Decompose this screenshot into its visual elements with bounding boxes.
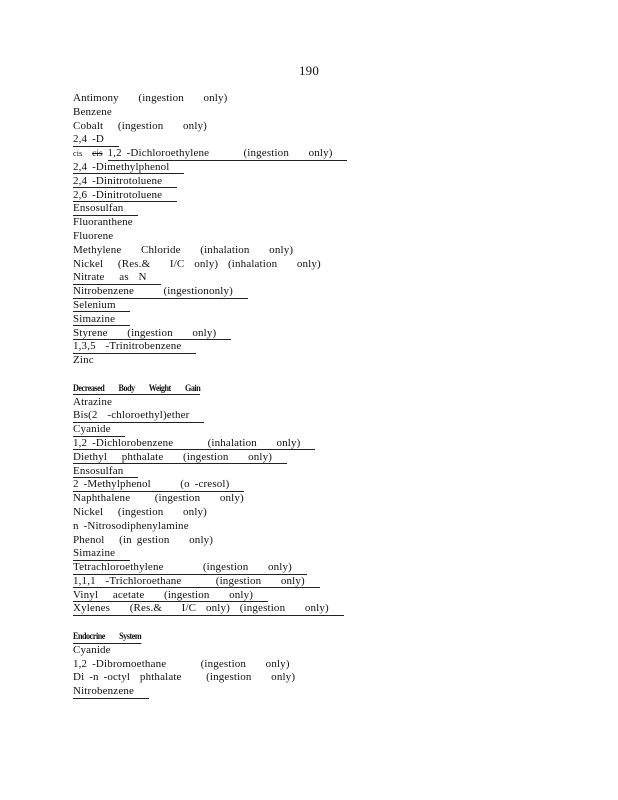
item-text: 1,2 -Dibromoethane (ingestion only): [73, 657, 290, 670]
chemical-list-item: [73, 313, 553, 327]
section-heading: [73, 382, 553, 396]
item-text: Methylene Chloride (inhalation only): [73, 243, 294, 256]
item-text: Fluorene: [73, 229, 114, 242]
item-text: Nitrate as N: [73, 271, 162, 284]
chemical-list-item: [73, 202, 553, 216]
item-text: Simazine: [73, 547, 130, 560]
chemical-list-item: [73, 658, 553, 672]
item-text: Cyanide: [73, 643, 111, 656]
chemical-list-item: [73, 147, 553, 161]
item-text: Benzene: [73, 105, 112, 118]
chemical-list-item: [73, 492, 553, 506]
item-text: Ensosulfan: [73, 464, 139, 477]
chemical-list-item: [73, 575, 553, 589]
item-text: 2,4 -D: [73, 133, 119, 146]
item-text: 1,3,5 -Trinitrobenzene: [73, 340, 197, 353]
chemical-list-item: [73, 175, 553, 189]
item-prefix: cis: [73, 149, 83, 159]
item-text: Diethyl phthalate (ingestion only): [73, 450, 287, 463]
chemical-list-item: [73, 547, 553, 561]
chemical-list-item: [73, 327, 553, 341]
item-text: Styrene (ingestion only): [73, 326, 232, 339]
chemical-list-item: [73, 230, 553, 244]
item-text: Phenol (in gestion only): [73, 533, 214, 546]
item-text: Cyanide: [73, 423, 126, 436]
chemical-list-item: [73, 340, 553, 354]
item-text: Di -n -octyl phthalate (ingestion only): [73, 671, 296, 684]
chemical-list-item: [73, 133, 553, 147]
item-text: 1,1,1 -Trichloroethane (ingestion only): [73, 574, 320, 587]
chemical-list-item: [73, 644, 553, 658]
chemical-list-item: [73, 299, 553, 313]
chemical-list-item: [73, 120, 553, 134]
item-text: 2,4 -Dimethylphenol: [73, 160, 185, 173]
item-text: Naphthalene (ingestion only): [73, 492, 244, 505]
page-number: 190: [298, 63, 320, 78]
chemical-list-item: [73, 534, 553, 548]
item-text: 2,4 -Dinitrotoluene: [73, 174, 177, 187]
item-text: Simazine: [73, 312, 130, 325]
item-text: Xylenes (Res.& I/C only) (ingestion only): [73, 602, 344, 615]
chemical-list-item: [73, 561, 553, 575]
chemical-list-item: [73, 354, 553, 368]
item-text: Nickel (ingestion only): [73, 505, 207, 518]
item-text: Selenium: [73, 298, 131, 311]
document-body: [73, 92, 553, 699]
chemical-list-item: [73, 189, 553, 203]
chemical-list-item: [73, 506, 553, 520]
item-text: Zinc: [73, 354, 94, 367]
item-text: 1,2 -Dichloroethylene (ingestion only): [107, 147, 348, 160]
section-heading: [73, 630, 553, 644]
item-text: Nitrobenzene: [73, 685, 149, 698]
chemical-list-item: [73, 520, 553, 534]
item-text: Nickel (Res.& I/C only) (inhalation only): [73, 257, 321, 270]
chemical-list-item: [73, 161, 553, 175]
chemical-list-item: [73, 216, 553, 230]
chemical-list-item: [73, 396, 553, 410]
chemical-list-item: [73, 685, 553, 699]
chemical-list-item: [73, 465, 553, 479]
chemical-list-item: [73, 589, 553, 603]
item-text: 2 -Methylphenol (o -cresol): [73, 478, 245, 491]
chemical-list-item: [73, 437, 553, 451]
item-text: Fluoranthene: [73, 216, 133, 229]
section-spacer: [73, 368, 553, 382]
chemical-list-item: [73, 106, 553, 120]
chemical-list-item: [73, 92, 553, 106]
chemical-list-item: [73, 423, 553, 437]
chemical-list-item: [73, 285, 553, 299]
item-text: 2,6 -Dinitrotoluene: [73, 188, 177, 201]
item-text: Vinyl acetate (ingestion only): [73, 588, 268, 601]
item-text: Ensosulfan: [73, 202, 139, 215]
section-heading-text: Endocrine System: [73, 631, 141, 644]
item-text: Antimony (ingestion only): [73, 92, 228, 104]
item-prefix-struck: cis: [92, 148, 103, 159]
chemical-list-item: [73, 271, 553, 285]
section-spacer: [73, 616, 553, 630]
item-text: n -Nitrosodiphenylamine: [73, 519, 189, 532]
item-text: Atrazine: [73, 395, 113, 408]
chemical-list-item: [73, 602, 553, 616]
item-text: Bis(2 -chloroethyl)ether: [73, 409, 205, 422]
item-text: Nitrobenzene (ingestiononly): [73, 285, 248, 298]
chemical-list-item: [73, 258, 553, 272]
chemical-list-item: [73, 451, 553, 465]
chemical-list-item: [73, 409, 553, 423]
chemical-list-item: [73, 244, 553, 258]
chemical-list-item: [73, 671, 553, 685]
item-text: 1,2 -Dichlorobenzene (inhalation only): [73, 436, 316, 449]
section-heading-text: Decreased Body Weight Gain: [73, 383, 200, 396]
item-text: Tetrachloroethylene (ingestion only): [73, 561, 307, 574]
chemical-list-item: [73, 478, 553, 492]
item-text: Cobalt (ingestion only): [73, 119, 207, 132]
